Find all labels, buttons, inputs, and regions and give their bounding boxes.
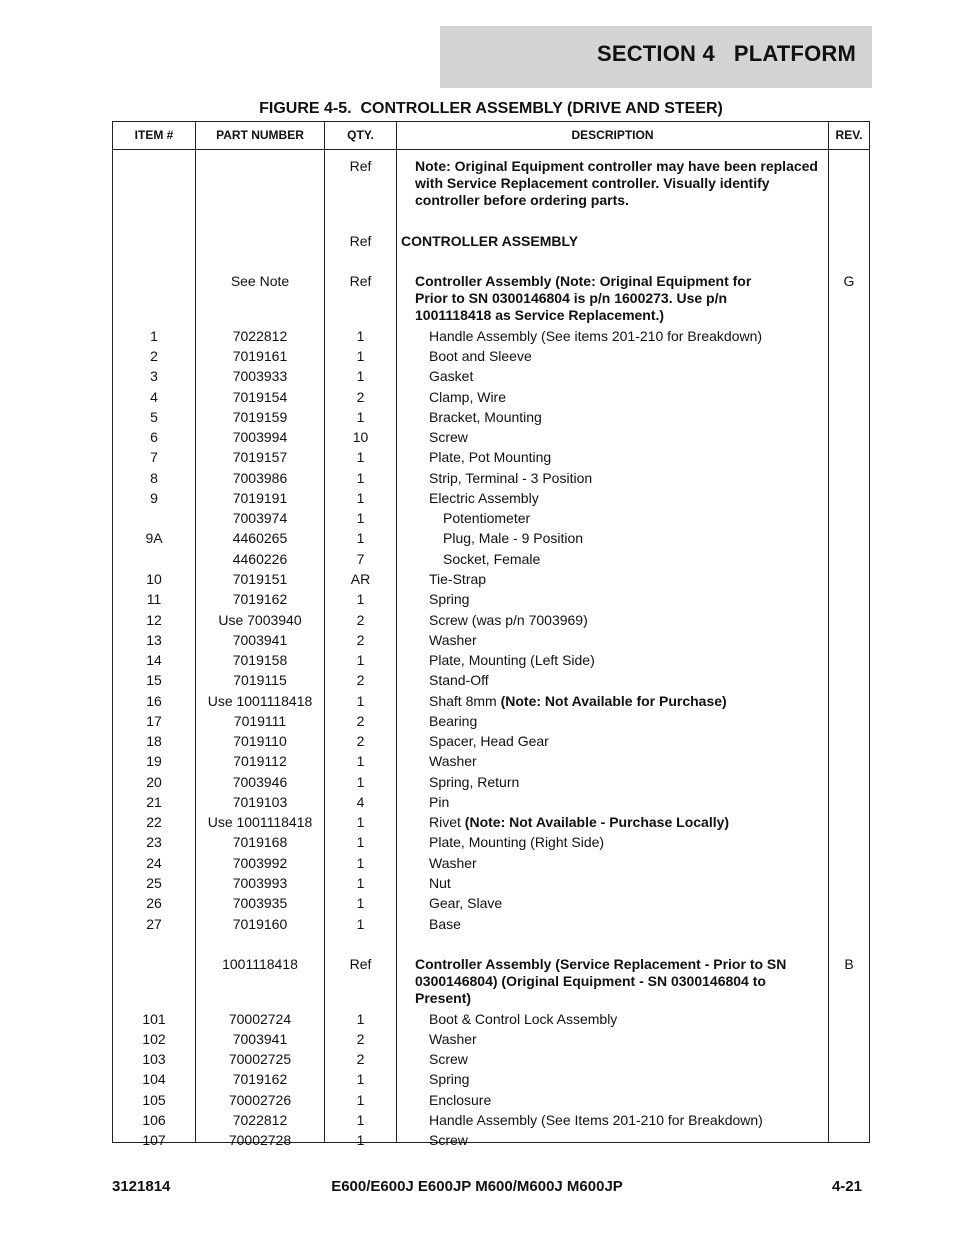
description [397,1011,829,1028]
item-number: 13 [146,632,162,648]
model-list: E600/E600J E600JP M600/M600J M600JP [331,1178,623,1195]
description-note: (Note: Not Available for Purchase) [500,693,727,709]
description-text: Spring, Return [429,774,520,790]
description [397,916,829,933]
revision: G [843,273,855,289]
part-number: 70002725 [228,1051,292,1067]
quantity: 1 [356,814,365,830]
item-number: 4 [150,389,158,405]
item-number: 1 [150,328,158,344]
description-text: Spacer, Head Gear [429,733,549,749]
quantity: Ref [349,273,372,289]
description-text: Plate, Mounting (Right Side) [429,834,605,850]
part-number: 7019154 [232,389,288,405]
parts-table [112,121,870,1148]
description-text: Stand-Off [429,672,489,688]
description [397,693,829,710]
quantity: 1 [356,895,365,911]
document-number: 3121814 [112,1178,171,1195]
description-text: Washer [429,632,477,648]
description-text: CONTROLLER ASSEMBLY [401,233,579,249]
quantity: 1 [356,510,365,526]
item-number: 6 [150,429,158,445]
header-divider [113,149,869,150]
description [397,470,829,487]
description [397,794,829,811]
description-text: Electric Assembly [429,490,539,506]
item-number: 105 [142,1092,166,1108]
item-number: 20 [146,774,162,790]
description-text: Shaft 8mm [429,693,497,709]
item-number: 9 [150,490,158,506]
description-text: Enclosure [429,1092,492,1108]
item-number: 22 [146,814,162,830]
quantity: Ref [349,158,372,174]
description-text: Bracket, Mounting [429,409,542,425]
description-text: Nut [429,875,451,891]
description [397,328,829,345]
description-text: Handle Assembly (See items 201-210 for Breakdown) [429,328,763,344]
quantity: 7 [356,551,365,567]
quantity: 1 [356,1071,365,1087]
quantity: 4 [356,794,365,810]
quantity: 1 [356,1112,365,1128]
quantity: 1 [356,328,365,344]
part-number: 7003946 [232,774,288,790]
description [397,814,829,831]
description [397,612,829,629]
description [397,389,829,406]
quantity: 1 [356,916,365,932]
item-number: 23 [146,834,162,850]
section-banner [440,26,872,88]
item-number: 11 [146,591,162,607]
description-text: Gear, Slave [429,895,503,911]
description [397,449,829,466]
quantity: 2 [356,1051,365,1067]
description-text: Boot and Sleeve [429,348,532,364]
item-number: 107 [142,1132,166,1148]
item-number: 15 [146,672,162,688]
quantity: 1 [356,652,365,668]
description [397,530,829,547]
description [397,713,829,730]
description [397,158,819,209]
item-number: 104 [142,1071,166,1087]
quantity: 1 [356,449,365,465]
part-number: 7003992 [232,855,288,871]
part-number: 7019159 [232,409,288,425]
part-number: 4460226 [232,551,288,567]
item-number: 102 [142,1031,166,1047]
part-number: 7019115 [233,672,287,688]
quantity: 1 [356,409,365,425]
quantity: 1 [356,490,365,506]
item-number: 14 [146,652,162,668]
quantity: 10 [352,429,369,445]
part-number: 7003974 [232,510,288,526]
part-number: 7019158 [232,652,288,668]
part-number: 7003941 [232,1031,288,1047]
part-number: 7022812 [232,1112,288,1128]
quantity: 1 [356,1092,365,1108]
description-text: Plate, Pot Mounting [429,449,552,465]
description-text: Pin [429,794,450,810]
description [397,1132,829,1149]
item-number: 25 [146,875,162,891]
description [397,855,829,872]
item-number: 12 [146,612,162,628]
part-number: 7019162 [232,1071,288,1087]
part-number: 7022812 [232,328,288,344]
quantity: 1 [356,1132,365,1148]
item-number: 19 [146,753,162,769]
quantity: 1 [356,855,365,871]
quantity: 1 [356,834,365,850]
part-number: 7019112 [233,753,287,769]
part-number: 7003993 [232,875,288,891]
description-text: Handle Assembly (See Items 201-210 for Breakdown) [429,1112,763,1128]
quantity: 1 [356,368,365,384]
quantity: 1 [356,1011,365,1027]
item-number: 10 [146,571,162,587]
description [397,490,829,507]
part-number: See Note [230,273,290,289]
description [397,1051,829,1068]
quantity: 1 [356,530,365,546]
item-number: 2 [150,348,158,364]
description [397,591,829,608]
item-number: 106 [142,1112,166,1128]
item-number: 24 [146,855,162,871]
part-number: 7003994 [232,429,288,445]
item-number: 3 [150,368,158,384]
part-number: 7019151 [232,571,288,587]
figure-title: FIGURE 4-5. CONTROLLER ASSEMBLY (DRIVE AND STEER) [259,100,723,117]
part-number: Use 7003940 [218,612,302,628]
quantity: 1 [356,470,365,486]
description [397,672,829,689]
description [397,551,829,568]
description [397,429,829,446]
description-text: Plate, Mounting (Left Side) [429,652,595,668]
part-number: 7003933 [232,368,288,384]
quantity: 1 [356,348,365,364]
description [397,875,829,892]
description-text: Spring [429,591,470,607]
description [397,368,829,385]
item-number: 103 [142,1051,166,1067]
item-number: 101 [142,1011,166,1027]
description [397,348,829,365]
description-text: Rivet [429,814,461,830]
quantity: 2 [356,612,365,628]
part-number: 7019110 [233,733,287,749]
description-text: Bearing [429,713,478,729]
part-number: 7003986 [232,470,288,486]
page-number: 4-21 [831,1178,862,1195]
quantity: 2 [356,713,365,729]
part-number: 7019160 [232,916,288,932]
quantity: 2 [356,389,365,405]
item-number: 8 [150,470,158,486]
description-text: Tie-Strap [429,571,487,587]
part-number: 4460265 [232,530,288,546]
part-number: 70002724 [228,1011,292,1027]
part-number: 7003941 [232,632,288,648]
description-text: Spring [429,1071,470,1087]
part-number: 7019103 [232,794,288,810]
description-text: Washer [429,855,477,871]
description-text: Screw [429,1132,468,1148]
description-text: Washer [429,753,477,769]
quantity: 1 [356,774,365,790]
quantity: 2 [356,632,365,648]
description [397,1092,829,1109]
description [397,753,829,770]
quantity: 1 [356,591,365,607]
item-number: 21 [146,794,162,810]
description-text: Controller Assembly (Note: Original Equipment for Prior to SN 0300146804 is p/n 1600273. Use p/n 1001118418 as Service Replacement.) [415,273,752,323]
description [397,409,829,426]
description [397,774,829,791]
quantity: AR [350,571,371,587]
part-number: 70002728 [228,1132,292,1148]
description-text: Potentiometer [443,510,531,526]
quantity: 2 [356,672,365,688]
quantity: Ref [349,956,372,972]
part-number: 70002726 [228,1092,292,1108]
description [397,1031,829,1048]
part-number: 7019162 [232,591,288,607]
description-text: Plug, Male - 9 Position [443,530,584,546]
item-number: 5 [150,409,158,425]
part-number: 7019111 [233,713,287,729]
part-number: 7019161 [232,348,288,364]
part-number: Use 1001118418 [207,693,313,709]
description-text: Screw (was p/n 7003969) [429,612,588,628]
part-number: Use 1001118418 [207,814,313,830]
item-number: 27 [146,916,162,932]
quantity: Ref [349,233,372,249]
description [397,1071,829,1088]
part-number: 7019168 [232,834,288,850]
description-text: Strip, Terminal - 3 Position [429,470,593,486]
quantity: 1 [356,693,365,709]
column-header-part-number: PART NUMBER [216,128,304,142]
description-text: Note: Original Equipment controller may have been replaced with Service Replacement controller. Visually identify controller before ordering parts. [415,158,818,208]
description-text: Washer [429,1031,477,1047]
description-text: Clamp, Wire [429,389,507,405]
description [397,571,829,588]
description [397,895,829,912]
part-number: 7019157 [232,449,288,465]
column-header-item: ITEM # [134,128,174,142]
part-number: 7003935 [232,895,288,911]
description-text: Controller Assembly (Service Replacement - Prior to SN 0300146804) (Original Equipment - SN 0300146804 to Present) [415,956,787,1006]
description [397,632,829,649]
item-number: 7 [150,449,158,465]
column-header-rev: REV. [835,128,863,142]
revision: B [844,956,854,972]
description [397,233,805,250]
column-header-description: DESCRIPTION [571,128,654,142]
item-number: 9A [145,530,163,546]
description [397,834,829,851]
quantity: 2 [356,1031,365,1047]
description [397,273,755,324]
description [397,733,829,750]
quantity: 1 [356,753,365,769]
description [397,510,829,527]
item-number: 18 [146,733,162,749]
description-text: Base [429,916,461,932]
description-text: Screw [429,1051,468,1067]
description-text: Boot & Control Lock Assembly [429,1011,618,1027]
item-number: 26 [146,895,162,911]
part-number: 1001118418 [222,956,298,972]
quantity: 1 [356,875,365,891]
item-number: 16 [146,693,162,709]
description [397,1112,829,1129]
description-text: Screw [429,429,468,445]
description [397,956,795,1007]
section-title: SECTION 4 PLATFORM [596,41,856,66]
column-header-qty: QTY. [347,128,374,142]
part-number: 7019191 [232,490,288,506]
description-text: Socket, Female [443,551,541,567]
description-text: Gasket [429,368,474,384]
description-note: (Note: Not Available - Purchase Locally) [464,814,730,830]
description [397,652,829,669]
item-number: 17 [146,713,162,729]
quantity: 2 [356,733,365,749]
